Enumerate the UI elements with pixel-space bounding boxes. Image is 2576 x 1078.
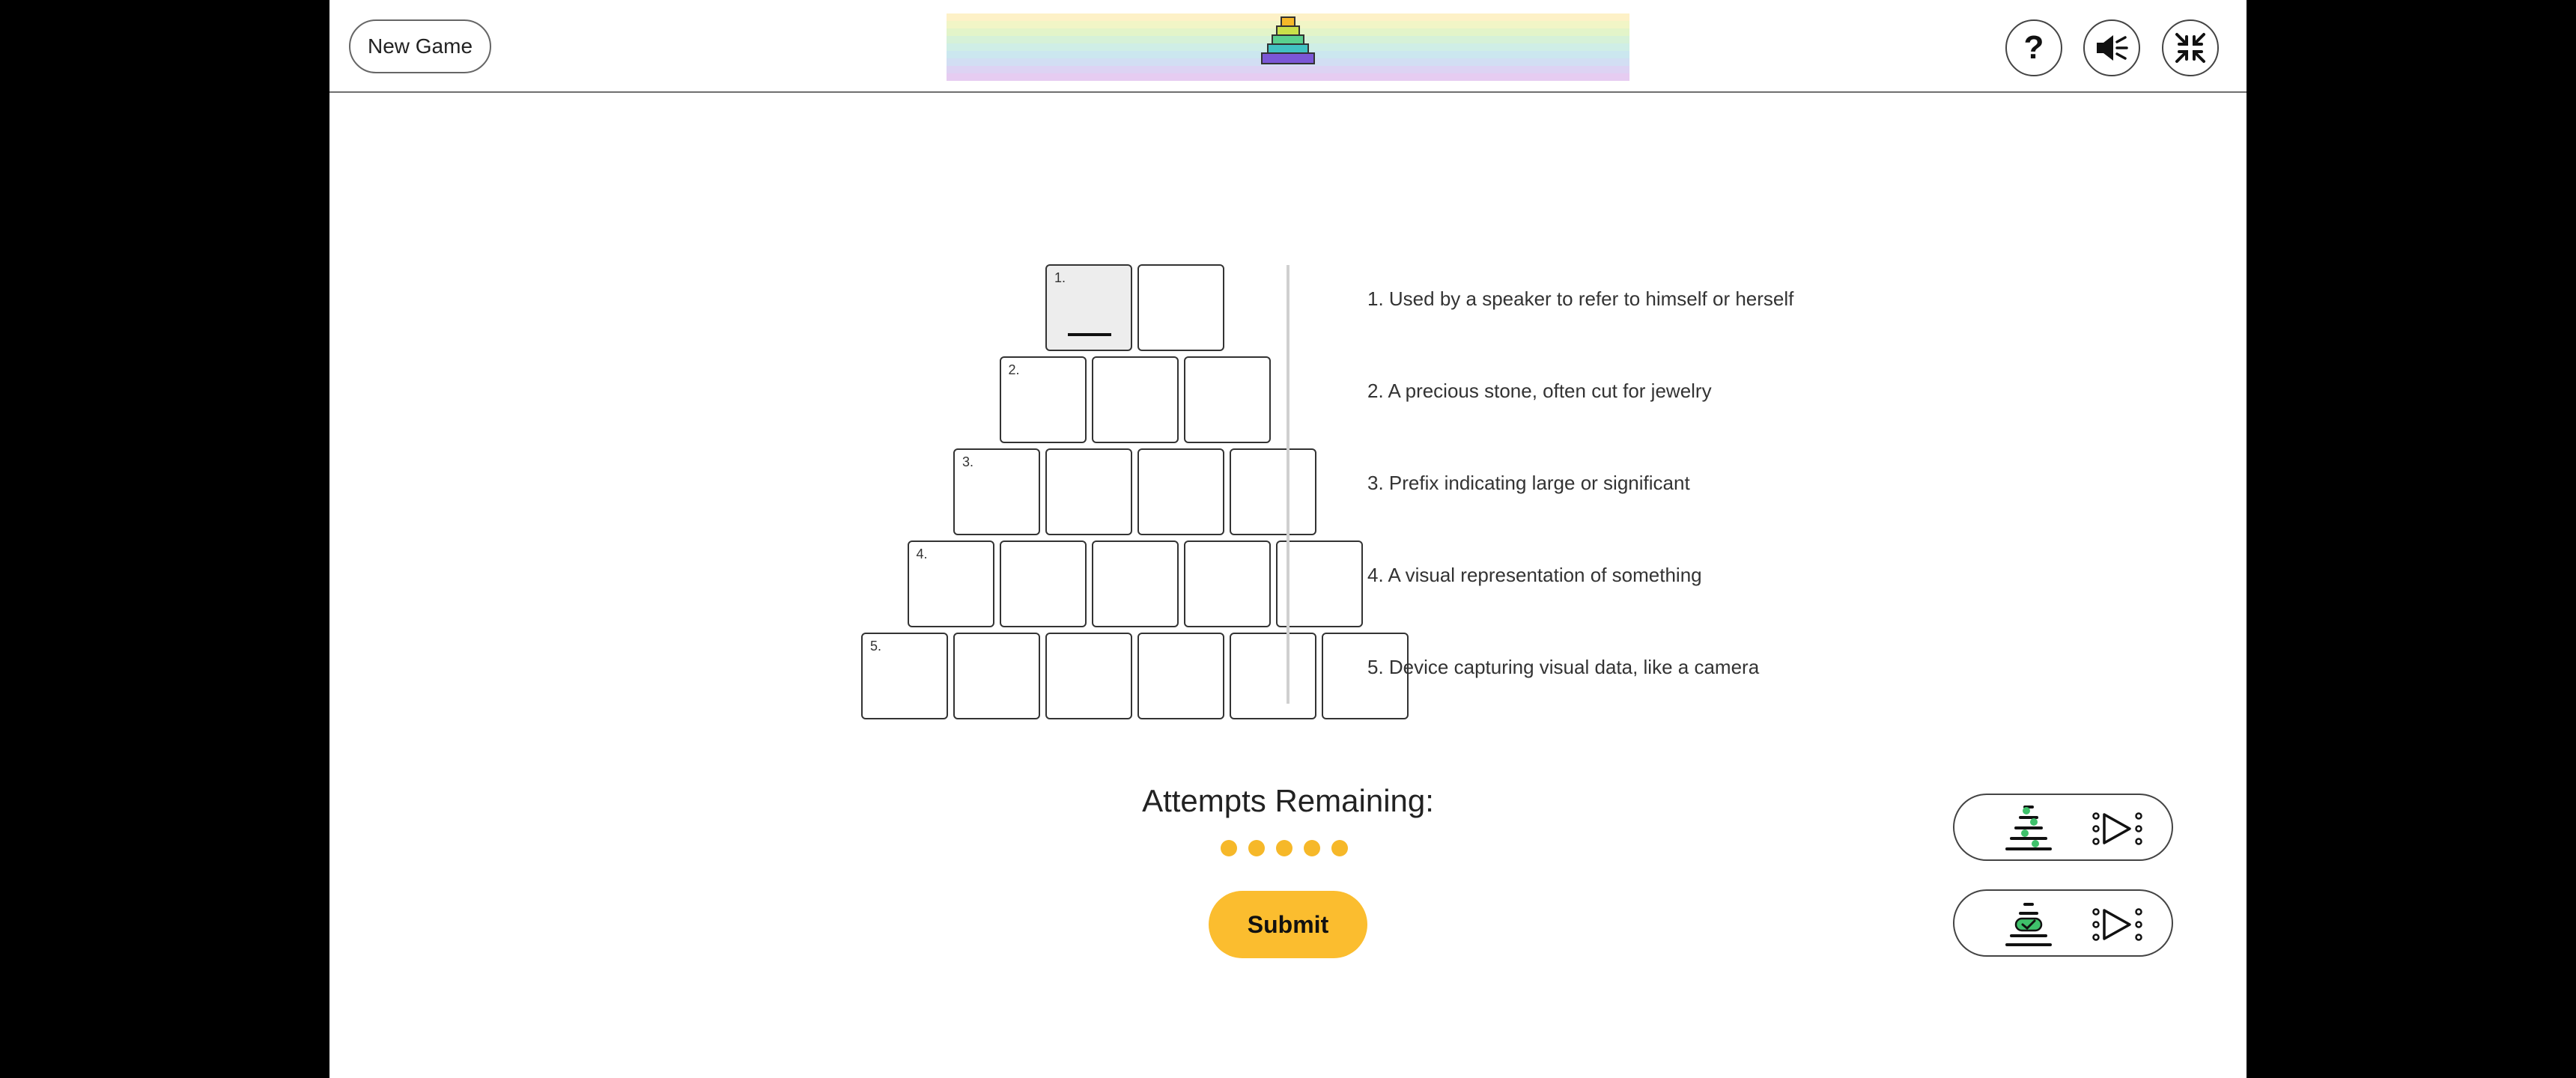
divider: [1287, 265, 1289, 704]
pyramid-check-icon: [2002, 897, 2055, 952]
row-number: 2.: [1008, 362, 1020, 377]
tower-logo-icon: [947, 13, 1629, 81]
letter-cell[interactable]: [861, 633, 948, 719]
play-icon: [2092, 810, 2145, 847]
letter-cell[interactable]: [1000, 540, 1087, 627]
letter-cell[interactable]: [1137, 448, 1224, 535]
check-play-button[interactable]: [1953, 889, 2173, 957]
play-icon: [2092, 906, 2145, 943]
submit-button[interactable]: Submit: [1209, 891, 1367, 958]
text-cursor: [1068, 333, 1111, 336]
letter-cell[interactable]: [1230, 448, 1316, 535]
letter-cell[interactable]: [953, 633, 1040, 719]
collapse-arrows-icon: [2174, 31, 2207, 64]
row-number: 3.: [962, 454, 974, 469]
letter-cell[interactable]: [1092, 540, 1179, 627]
clue-text: 3. Prefix indicating large or significant: [1367, 472, 1690, 494]
letter-cell[interactable]: [1045, 264, 1132, 351]
clue-text: 4. A visual representation of something: [1367, 564, 1702, 586]
letter-cell[interactable]: [1045, 448, 1132, 535]
letter-cell[interactable]: [1184, 540, 1271, 627]
letter-cell[interactable]: [1000, 356, 1087, 443]
game-app: [329, 0, 2247, 1078]
letter-cell[interactable]: [1230, 633, 1316, 719]
letter-cell[interactable]: [1092, 356, 1179, 443]
attempt-dot: [1304, 840, 1320, 856]
pyramid-hint-icon: [2002, 801, 2055, 856]
attempt-dot: [1221, 840, 1237, 856]
attempts-label: Attempts Remaining:: [1142, 783, 1434, 818]
row-number: 1.: [1054, 270, 1066, 285]
attempt-dot: [1276, 840, 1292, 856]
letter-cell[interactable]: [1045, 633, 1132, 719]
row-number: 4.: [916, 546, 928, 561]
letter-cell[interactable]: [953, 448, 1040, 535]
clue-text: 1. Used by a speaker to refer to himself or herself: [1367, 287, 1794, 310]
letter-cell[interactable]: [908, 540, 994, 627]
letter-cell[interactable]: [1184, 356, 1271, 443]
game-logo: [947, 13, 1629, 81]
row-number: 5.: [870, 639, 882, 654]
question-mark-icon: ?: [2023, 29, 2044, 66]
letter-cell[interactable]: [1137, 633, 1224, 719]
attempt-dot: [1248, 840, 1265, 856]
new-game-button[interactable]: New Game: [349, 19, 491, 73]
help-button[interactable]: [2005, 19, 2062, 76]
attempt-dot: [1331, 840, 1348, 856]
sound-button[interactable]: [2083, 19, 2140, 76]
attempts-dots: [1221, 840, 1355, 858]
letter-cell[interactable]: [1137, 264, 1224, 351]
exit-fullscreen-button[interactable]: [2162, 19, 2219, 76]
clue-text: 5. Device capturing visual data, like a camera: [1367, 656, 1760, 678]
header-bar: [329, 0, 2247, 93]
clue-text: 2. A precious stone, often cut for jewelry: [1367, 380, 1712, 402]
hint-play-button[interactable]: [1953, 794, 2173, 861]
speaker-icon: [2094, 33, 2130, 63]
